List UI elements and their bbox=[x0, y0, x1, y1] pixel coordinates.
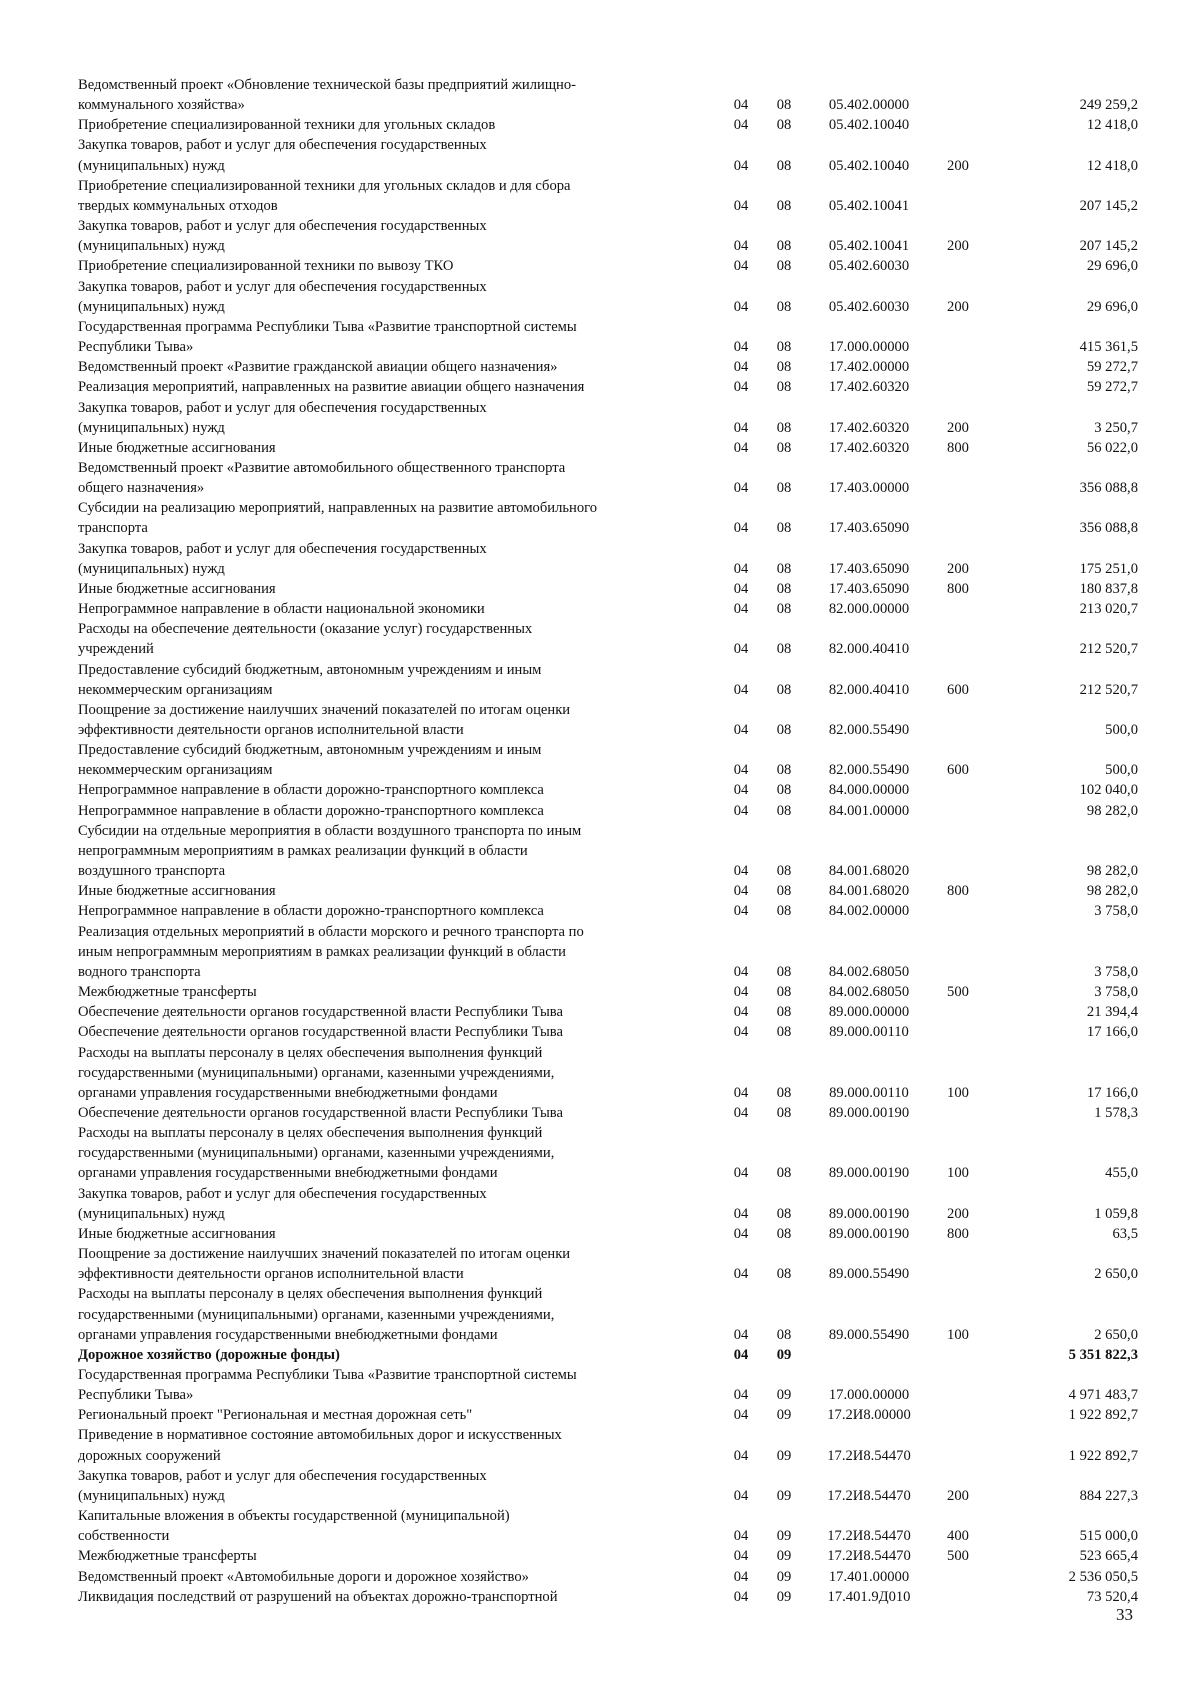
row-subsection-code: 08 bbox=[776, 1225, 792, 1242]
table-row bbox=[78, 881, 1138, 901]
row-amount: 356 088,8 bbox=[1079, 480, 1138, 497]
row-amount: 3 758,0 bbox=[1094, 963, 1138, 980]
row-name: Ведомственный проект «Автомобильные дороги и дорожное хозяйство» bbox=[78, 1568, 529, 1585]
row-subsection-code: 09 bbox=[776, 1407, 792, 1424]
row-section-code: 04 bbox=[733, 1528, 749, 1545]
row-amount: 17 166,0 bbox=[1086, 1084, 1138, 1101]
table-row bbox=[78, 1587, 1138, 1607]
row-name: Субсидии на отдельные мероприятия в области воздушного транспорта по иным непрограммным мероприятиям в рамках реализации функций в области воздушного транспорта bbox=[78, 822, 582, 880]
row-subsection-code: 09 bbox=[776, 1447, 792, 1464]
row-name: Региональный проект "Региональная и местная дорожная сеть" bbox=[78, 1407, 473, 1424]
row-subsection-code: 09 bbox=[776, 1487, 792, 1504]
table-row bbox=[78, 216, 1138, 256]
row-target-article-code: 17.2И8.54470 bbox=[827, 1487, 911, 1504]
row-target-article-code: 82.000.40410 bbox=[828, 641, 910, 658]
row-amount: 29 696,0 bbox=[1086, 298, 1138, 315]
row-target-article-code: 05.402.60030 bbox=[828, 298, 910, 315]
row-name: Закупка товаров, работ и услуг для обеспечения государственных (муниципальных) нужд bbox=[78, 137, 487, 174]
row-subsection-code: 08 bbox=[776, 97, 792, 114]
table-row bbox=[78, 901, 1138, 921]
row-target-article-code: 17.402.60320 bbox=[828, 419, 910, 436]
row-name: Закупка товаров, работ и услуг для обеспечения государственных (муниципальных) нужд bbox=[78, 278, 487, 315]
table-row bbox=[78, 801, 1138, 821]
row-target-article-code: 17.402.00000 bbox=[828, 359, 910, 376]
row-subsection-code: 08 bbox=[776, 601, 792, 618]
row-section-code: 04 bbox=[733, 1104, 749, 1121]
row-target-article-code: 82.000.40410 bbox=[828, 681, 910, 698]
table-row bbox=[78, 317, 1138, 357]
row-subsection-code: 08 bbox=[776, 238, 792, 255]
row-amount: 1 922 892,7 bbox=[1068, 1407, 1138, 1424]
row-name: Закупка товаров, работ и услуг для обеспечения государственных (муниципальных) нужд bbox=[78, 399, 487, 436]
row-name: Расходы на обеспечение деятельности (оказание услуг) государственных учреждений bbox=[78, 621, 533, 658]
row-name: Иные бюджетные ассигнования bbox=[78, 883, 276, 900]
row-target-article-code: 84.002.00000 bbox=[828, 903, 910, 920]
row-amount: 59 272,7 bbox=[1086, 359, 1138, 376]
row-amount: 180 837,8 bbox=[1079, 580, 1138, 597]
row-section-code: 04 bbox=[733, 601, 749, 618]
row-name: Обеспечение деятельности органов государственной власти Республики Тыва bbox=[78, 1024, 563, 1041]
table-row bbox=[78, 498, 1138, 538]
row-name: Обеспечение деятельности органов государственной власти Республики Тыва bbox=[78, 1004, 563, 1021]
row-subsection-code: 08 bbox=[776, 117, 792, 134]
row-name: Непрограммное направление в области дорожно-транспортного комплекса bbox=[78, 802, 544, 819]
row-section-code: 04 bbox=[733, 439, 749, 456]
row-name: Иные бюджетные ассигнования bbox=[78, 1225, 276, 1242]
row-subsection-code: 08 bbox=[776, 298, 792, 315]
row-target-article-code: 17.000.00000 bbox=[828, 1387, 910, 1404]
row-target-article-code: 84.001.68020 bbox=[828, 883, 910, 900]
row-target-article-code: 84.002.68050 bbox=[828, 963, 910, 980]
row-target-article-code: 82.000.00000 bbox=[828, 601, 910, 618]
row-amount: 3 758,0 bbox=[1094, 984, 1138, 1001]
row-expense-type-code: 500 bbox=[947, 984, 969, 1001]
row-subsection-code: 08 bbox=[776, 1104, 792, 1121]
row-section-code: 04 bbox=[733, 339, 749, 356]
row-target-article-code: 17.403.65090 bbox=[828, 560, 910, 577]
row-amount: 1 059,8 bbox=[1094, 1205, 1138, 1222]
row-subsection-code: 09 bbox=[776, 1346, 792, 1363]
row-subsection-code: 08 bbox=[776, 560, 792, 577]
row-name: Государственная программа Республики Тыва «Развитие транспортной системы Республики Тыва» bbox=[78, 1367, 577, 1404]
row-subsection-code: 08 bbox=[776, 419, 792, 436]
row-section-code: 04 bbox=[733, 641, 749, 658]
row-name: Поощрение за достижение наилучших значений показателей по итогам оценки эффективности деятельности органов исполнительной власти bbox=[78, 701, 571, 738]
table-row bbox=[78, 579, 1138, 599]
row-subsection-code: 08 bbox=[776, 782, 792, 799]
row-section-code: 04 bbox=[733, 681, 749, 698]
row-amount: 515 000,0 bbox=[1079, 1528, 1138, 1545]
row-name: Приобретение специализированной техники для угольных складов bbox=[78, 117, 496, 134]
row-subsection-code: 08 bbox=[776, 984, 792, 1001]
row-subsection-code: 09 bbox=[776, 1387, 792, 1404]
table-row bbox=[78, 1405, 1138, 1425]
row-section-code: 04 bbox=[733, 1548, 749, 1565]
row-expense-type-code: 200 bbox=[947, 1205, 969, 1222]
row-name: Расходы на выплаты персоналу в целях обеспечения выполнения функций государственными (муниципальными) органами, казенными учреждениями, органами управления государственными внебюджетными фондами bbox=[78, 1286, 555, 1343]
row-subsection-code: 08 bbox=[776, 1165, 792, 1182]
row-subsection-code: 08 bbox=[776, 157, 792, 174]
row-amount: 1 578,3 bbox=[1094, 1104, 1138, 1121]
row-name: Приведение в нормативное состояние автомобильных дорог и искусственных дорожных сооружений bbox=[78, 1427, 562, 1464]
table-row bbox=[78, 398, 1138, 438]
row-subsection-code: 08 bbox=[776, 1205, 792, 1222]
row-amount: 212 520,7 bbox=[1079, 641, 1138, 658]
table-row bbox=[78, 660, 1138, 700]
row-section-code: 04 bbox=[733, 157, 749, 174]
row-target-article-code: 84.002.68050 bbox=[828, 984, 910, 1001]
row-amount: 884 227,3 bbox=[1079, 1487, 1138, 1504]
table-row bbox=[78, 1244, 1138, 1284]
row-name: Межбюджетные трансферты bbox=[78, 984, 257, 1001]
budget-table bbox=[78, 75, 1138, 1607]
row-expense-type-code: 100 bbox=[947, 1084, 969, 1101]
row-expense-type-code: 100 bbox=[947, 1165, 969, 1182]
table-row bbox=[78, 1365, 1138, 1405]
table-row bbox=[78, 458, 1138, 498]
row-name: Обеспечение деятельности органов государственной власти Республики Тыва bbox=[78, 1104, 563, 1121]
row-name: Предоставление субсидий бюджетным, автономным учреждениям и иным некоммерческим организациям bbox=[78, 742, 542, 779]
row-name: Приобретение специализированной техники по вывозу ТКО bbox=[78, 258, 454, 275]
row-target-article-code: 89.000.00190 bbox=[828, 1104, 910, 1121]
row-expense-type-code: 200 bbox=[947, 157, 969, 174]
row-subsection-code: 09 bbox=[776, 1548, 792, 1565]
row-section-code: 04 bbox=[733, 883, 749, 900]
row-expense-type-code: 200 bbox=[947, 419, 969, 436]
row-name: Непрограммное направление в области дорожно-транспортного комплекса bbox=[78, 903, 544, 920]
row-section-code: 04 bbox=[733, 1084, 749, 1101]
row-subsection-code: 08 bbox=[776, 641, 792, 658]
row-expense-type-code: 100 bbox=[947, 1326, 969, 1343]
row-expense-type-code: 800 bbox=[947, 1225, 969, 1242]
row-section-code: 04 bbox=[733, 863, 749, 880]
row-section-code: 04 bbox=[733, 802, 749, 819]
table-row bbox=[78, 1224, 1138, 1244]
row-subsection-code: 09 bbox=[776, 1528, 792, 1545]
row-target-article-code: 82.000.55490 bbox=[828, 722, 910, 738]
row-section-code: 04 bbox=[733, 258, 749, 275]
row-amount: 29 696,0 bbox=[1086, 258, 1138, 275]
row-target-article-code: 89.000.00000 bbox=[828, 1004, 910, 1021]
row-name: Закупка товаров, работ и услуг для обеспечения государственных (муниципальных) нужд bbox=[78, 540, 487, 577]
row-target-article-code: 05.402.10040 bbox=[828, 117, 910, 134]
row-section-code: 04 bbox=[733, 1326, 749, 1343]
table-row bbox=[78, 1043, 1138, 1103]
row-amount: 3 758,0 bbox=[1094, 903, 1138, 920]
row-target-article-code: 05.402.10041 bbox=[828, 238, 910, 255]
row-section-code: 04 bbox=[733, 1024, 749, 1041]
row-amount: 415 361,5 bbox=[1079, 339, 1138, 356]
row-subsection-code: 08 bbox=[776, 1266, 792, 1283]
page-number: 33 bbox=[1116, 1605, 1133, 1624]
row-section-code: 04 bbox=[733, 722, 749, 738]
row-section-code: 04 bbox=[733, 97, 749, 114]
row-name: Расходы на выплаты персоналу в целях обеспечения выполнения функций государственными (муниципальными) органами, казенными учреждениями, органами управления государственными внебюджетными фондами bbox=[78, 1125, 555, 1182]
row-section-code: 04 bbox=[733, 1407, 749, 1424]
row-section-code: 04 bbox=[733, 1205, 749, 1222]
table-row bbox=[78, 1184, 1138, 1224]
table-row bbox=[78, 599, 1138, 619]
row-amount: 356 088,8 bbox=[1079, 520, 1138, 537]
row-section-code: 04 bbox=[733, 1387, 749, 1404]
row-section-code: 04 bbox=[733, 1225, 749, 1242]
table-row bbox=[78, 438, 1138, 458]
row-name: Капитальные вложения в объекты государственной (муниципальной) собственности bbox=[78, 1508, 510, 1545]
row-subsection-code: 09 bbox=[776, 1568, 792, 1585]
row-amount: 249 259,2 bbox=[1079, 97, 1138, 114]
row-expense-type-code: 400 bbox=[947, 1528, 969, 1545]
row-subsection-code: 08 bbox=[776, 1326, 792, 1343]
table-row bbox=[78, 740, 1138, 780]
row-amount: 56 022,0 bbox=[1086, 439, 1138, 456]
row-subsection-code: 08 bbox=[776, 359, 792, 376]
row-section-code: 04 bbox=[733, 480, 749, 497]
row-section-code: 04 bbox=[733, 762, 749, 779]
row-section-code: 04 bbox=[733, 520, 749, 537]
row-target-article-code: 17.403.65090 bbox=[828, 580, 910, 597]
row-section-code: 04 bbox=[733, 117, 749, 134]
row-name: Ведомственный проект «Развитие автомобильного общественного транспорта общего назначения» bbox=[78, 459, 566, 497]
row-target-article-code: 05.402.10041 bbox=[828, 197, 910, 214]
row-amount: 98 282,0 bbox=[1086, 863, 1138, 880]
row-name: Предоставление субсидий бюджетным, автономным учреждениям и иным некоммерческим организациям bbox=[78, 661, 542, 698]
row-amount: 17 166,0 bbox=[1086, 1024, 1138, 1041]
row-section-code: 04 bbox=[733, 560, 749, 577]
row-section-code: 04 bbox=[733, 580, 749, 597]
row-amount: 59 272,7 bbox=[1086, 379, 1138, 396]
table-row bbox=[78, 1284, 1138, 1344]
row-name: Приобретение специализированной техники для угольных складов и для сбора твердых коммунальных отходов bbox=[78, 177, 571, 214]
row-section-code: 04 bbox=[733, 1346, 749, 1363]
table-row bbox=[78, 700, 1138, 740]
row-name: Ликвидация последствий от разрушений на объектах дорожно-транспортной bbox=[78, 1588, 558, 1605]
row-target-article-code: 89.000.00190 bbox=[828, 1165, 910, 1182]
table-row bbox=[78, 1022, 1138, 1042]
table-row bbox=[78, 135, 1138, 175]
row-subsection-code: 08 bbox=[776, 379, 792, 396]
row-amount: 3 250,7 bbox=[1094, 419, 1138, 436]
row-section-code: 04 bbox=[733, 963, 749, 980]
row-section-code: 04 bbox=[733, 359, 749, 376]
row-expense-type-code: 800 bbox=[947, 883, 969, 900]
row-amount: 2 650,0 bbox=[1094, 1266, 1138, 1283]
row-amount: 1 922 892,7 bbox=[1068, 1447, 1138, 1464]
row-section-code: 04 bbox=[733, 298, 749, 315]
row-target-article-code: 05.402.00000 bbox=[828, 97, 910, 114]
row-target-article-code: 84.000.00000 bbox=[828, 782, 910, 799]
row-amount: 98 282,0 bbox=[1086, 802, 1138, 819]
table-row bbox=[78, 256, 1138, 276]
row-target-article-code: 89.000.55490 bbox=[828, 1266, 910, 1283]
row-target-article-code: 89.000.00190 bbox=[828, 1225, 910, 1242]
table-row bbox=[78, 1506, 1138, 1546]
row-amount: 500,0 bbox=[1105, 762, 1138, 779]
row-target-article-code: 89.000.00110 bbox=[829, 1084, 909, 1101]
row-subsection-code: 08 bbox=[776, 580, 792, 597]
row-name: Поощрение за достижение наилучших значений показателей по итогам оценки эффективности деятельности органов исполнительной власти bbox=[78, 1246, 571, 1283]
row-target-article-code: 82.000.55490 bbox=[828, 762, 910, 779]
row-section-code: 04 bbox=[733, 1004, 749, 1021]
row-section-code: 04 bbox=[733, 419, 749, 436]
row-target-article-code: 17.2И8.54470 bbox=[827, 1447, 911, 1464]
table-row bbox=[78, 176, 1138, 216]
row-amount: 73 520,4 bbox=[1086, 1588, 1138, 1605]
row-name: Иные бюджетные ассигнования bbox=[78, 439, 276, 456]
table-row bbox=[78, 780, 1138, 800]
row-name: Закупка товаров, работ и услуг для обеспечения государственных (муниципальных) нужд bbox=[78, 218, 487, 255]
row-target-article-code: 17.2И8.54470 bbox=[827, 1528, 911, 1545]
table-row bbox=[78, 821, 1138, 881]
row-subsection-code: 09 bbox=[776, 1588, 792, 1605]
table-row bbox=[78, 1466, 1138, 1506]
row-section-code: 04 bbox=[733, 903, 749, 920]
row-subsection-code: 08 bbox=[776, 480, 792, 497]
row-name: Закупка товаров, работ и услуг для обеспечения государственных (муниципальных) нужд bbox=[78, 1185, 487, 1222]
row-amount: 212 520,7 bbox=[1079, 681, 1138, 698]
table-row bbox=[78, 1546, 1138, 1566]
row-subsection-code: 08 bbox=[776, 197, 792, 214]
row-expense-type-code: 600 bbox=[947, 762, 969, 779]
row-amount: 4 971 483,7 bbox=[1068, 1387, 1138, 1404]
table-row bbox=[78, 377, 1138, 397]
table-row bbox=[78, 115, 1138, 135]
row-section-code: 04 bbox=[733, 1588, 749, 1605]
row-name: Реализация мероприятий, направленных на развитие авиации общего назначения bbox=[78, 379, 585, 396]
row-name: Ведомственный проект «Обновление технической базы предприятий жилищно- коммунального хозяйства» bbox=[78, 77, 577, 114]
table-row bbox=[78, 1123, 1138, 1183]
row-section-code: 04 bbox=[733, 379, 749, 396]
row-target-article-code: 17.2И8.00000 bbox=[827, 1407, 911, 1424]
row-expense-type-code: 800 bbox=[947, 580, 969, 597]
table-row bbox=[78, 619, 1138, 659]
row-section-code: 04 bbox=[733, 197, 749, 214]
row-target-article-code: 17.402.60320 bbox=[828, 439, 910, 456]
row-name: Расходы на выплаты персоналу в целях обеспечения выполнения функций государственными (муниципальными) органами, казенными учреждениями, органами управления государственными внебюджетными фондами bbox=[78, 1044, 555, 1101]
row-subsection-code: 08 bbox=[776, 681, 792, 698]
row-subsection-code: 08 bbox=[776, 722, 792, 738]
row-subsection-code: 08 bbox=[776, 339, 792, 356]
row-name: Субсидии на реализацию мероприятий, направленных на развитие автомобильного транспорта bbox=[78, 500, 598, 537]
row-name: Непрограммное направление в области национальной экономики bbox=[78, 601, 485, 618]
row-section-code: 04 bbox=[733, 1447, 749, 1464]
row-subsection-code: 08 bbox=[776, 1024, 792, 1041]
row-section-code: 04 bbox=[733, 238, 749, 255]
row-expense-type-code: 200 bbox=[947, 238, 969, 255]
row-amount: 98 282,0 bbox=[1086, 883, 1138, 900]
row-target-article-code: 17.401.9Д010 bbox=[827, 1588, 911, 1605]
row-expense-type-code: 200 bbox=[947, 298, 969, 315]
row-subsection-code: 08 bbox=[776, 1084, 792, 1101]
row-target-article-code: 17.403.65090 bbox=[828, 520, 910, 537]
row-target-article-code: 17.401.00000 bbox=[828, 1568, 910, 1585]
row-amount: 2 650,0 bbox=[1094, 1326, 1138, 1343]
row-target-article-code: 89.000.55490 bbox=[828, 1326, 910, 1343]
row-target-article-code: 05.402.60030 bbox=[828, 258, 910, 275]
row-amount: 63,5 bbox=[1112, 1225, 1138, 1242]
row-subsection-code: 08 bbox=[776, 883, 792, 900]
row-amount: 5 351 822,3 bbox=[1068, 1346, 1138, 1363]
row-name: Закупка товаров, работ и услуг для обеспечения государственных (муниципальных) нужд bbox=[78, 1467, 487, 1504]
table-row bbox=[78, 357, 1138, 377]
row-name: Иные бюджетные ассигнования bbox=[78, 580, 276, 597]
row-amount: 500,0 bbox=[1105, 722, 1138, 738]
row-target-article-code: 89.000.00190 bbox=[828, 1205, 910, 1222]
row-subsection-code: 08 bbox=[776, 963, 792, 980]
row-amount: 455,0 bbox=[1105, 1165, 1138, 1182]
row-amount: 2 536 050,5 bbox=[1068, 1568, 1138, 1585]
row-expense-type-code: 600 bbox=[947, 681, 969, 698]
row-amount: 12 418,0 bbox=[1086, 157, 1138, 174]
row-name: Межбюджетные трансферты bbox=[78, 1548, 257, 1565]
table-row bbox=[78, 75, 1138, 115]
row-name: Государственная программа Республики Тыва «Развитие транспортной системы Республики Тыва» bbox=[78, 318, 577, 356]
row-subsection-code: 08 bbox=[776, 762, 792, 779]
row-amount: 102 040,0 bbox=[1079, 782, 1138, 799]
table-row bbox=[78, 1425, 1138, 1465]
row-subsection-code: 08 bbox=[776, 903, 792, 920]
row-section-code: 04 bbox=[733, 1487, 749, 1504]
row-subsection-code: 08 bbox=[776, 863, 792, 880]
row-expense-type-code: 500 bbox=[947, 1548, 969, 1565]
row-name: Дорожное хозяйство (дорожные фонды) bbox=[78, 1346, 340, 1363]
row-subsection-code: 08 bbox=[776, 520, 792, 537]
row-target-article-code: 05.402.10040 bbox=[828, 157, 910, 174]
row-expense-type-code: 200 bbox=[947, 1487, 969, 1504]
row-section-code: 04 bbox=[733, 1568, 749, 1585]
row-amount: 207 145,2 bbox=[1079, 197, 1138, 214]
table-row bbox=[78, 277, 1138, 317]
row-subsection-code: 08 bbox=[776, 802, 792, 819]
table-row bbox=[78, 982, 1138, 1002]
row-subsection-code: 08 bbox=[776, 439, 792, 456]
table-row bbox=[78, 1567, 1138, 1587]
row-amount: 207 145,2 bbox=[1079, 238, 1138, 255]
row-target-article-code: 17.403.00000 bbox=[828, 480, 910, 497]
row-name: Реализация отдельных мероприятий в области морского и речного транспорта по иным непрограммным мероприятиям в рамках реализации функций в области водного транспорта bbox=[78, 923, 584, 980]
row-target-article-code: 89.000.00110 bbox=[829, 1024, 909, 1041]
row-section-code: 04 bbox=[733, 984, 749, 1001]
row-target-article-code: 17.402.60320 bbox=[828, 379, 910, 396]
row-expense-type-code: 200 bbox=[947, 560, 969, 577]
row-target-article-code: 17.000.00000 bbox=[828, 339, 910, 356]
table-row bbox=[78, 922, 1138, 982]
row-target-article-code: 17.2И8.54470 bbox=[827, 1548, 911, 1565]
row-subsection-code: 08 bbox=[776, 258, 792, 275]
row-target-article-code: 84.001.68020 bbox=[828, 863, 910, 880]
row-target-article-code: 84.001.00000 bbox=[828, 802, 910, 819]
table-row bbox=[78, 539, 1138, 579]
row-section-code: 04 bbox=[733, 782, 749, 799]
row-amount: 523 665,4 bbox=[1079, 1548, 1138, 1565]
row-amount: 21 394,4 bbox=[1086, 1004, 1138, 1021]
table-row bbox=[78, 1345, 1138, 1365]
row-amount: 175 251,0 bbox=[1079, 560, 1138, 577]
row-amount: 12 418,0 bbox=[1086, 117, 1138, 134]
row-section-code: 04 bbox=[733, 1266, 749, 1283]
row-section-code: 04 bbox=[733, 1165, 749, 1182]
row-name: Ведомственный проект «Развитие гражданской авиации общего назначения» bbox=[78, 359, 558, 376]
row-subsection-code: 08 bbox=[776, 1004, 792, 1021]
row-name: Непрограммное направление в области дорожно-транспортного комплекса bbox=[78, 782, 544, 799]
row-expense-type-code: 800 bbox=[947, 439, 969, 456]
row-amount: 213 020,7 bbox=[1079, 601, 1138, 618]
table-row bbox=[78, 1002, 1138, 1022]
table-row bbox=[78, 1103, 1138, 1123]
